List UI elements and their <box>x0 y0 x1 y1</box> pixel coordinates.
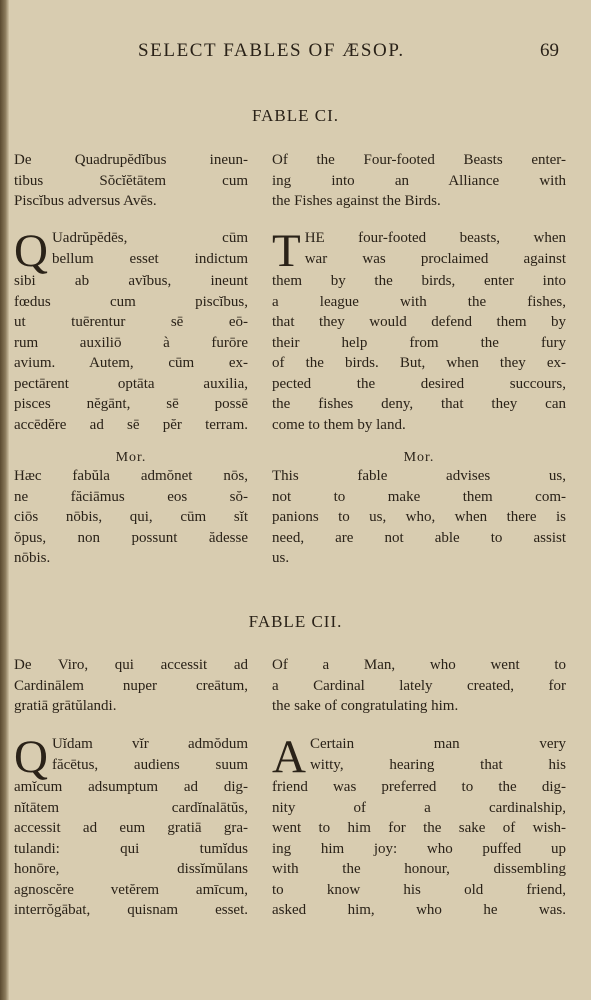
fable-102-heading: FABLE CII. <box>248 612 343 631</box>
text-line: war was proclaimed against <box>304 250 566 267</box>
text-line: ing him joy: who puffed up <box>272 840 566 857</box>
text-line: rum auxiliō à furōre <box>14 334 248 351</box>
fable-101-english-text <box>272 225 566 435</box>
fable-102-english-title <box>272 655 566 717</box>
text-line: come to them by land. <box>272 416 406 433</box>
text-line: sibi ab avĭbus, ineunt <box>14 273 248 289</box>
drop-cap: Q <box>14 731 48 783</box>
moral-heading: Mor. <box>115 450 147 465</box>
text-line: tulandi: qui tumĭdus <box>14 840 248 857</box>
title-line: ing into an Alliance with <box>272 172 566 189</box>
fable-102-latin-title <box>14 655 248 717</box>
text-line: a league with the fishes, <box>272 293 566 310</box>
title-line: tibus Sŏcĭĕtātem cum <box>14 172 248 189</box>
title-line: Of a Man, who went to <box>272 657 566 673</box>
text-line: ne făciāmus eos sŏ- <box>14 488 248 505</box>
text-line: amĭcum adsumptum ad dig- <box>14 779 248 795</box>
text-line: Certain man very <box>309 736 566 752</box>
moral-heading: Mor. <box>403 450 435 465</box>
book-spine-edge <box>0 0 9 1000</box>
text-line: pisces nĕgānt, sē possē <box>14 396 248 412</box>
drop-cap: A <box>272 731 306 783</box>
text-line: ciōs nōbis, qui, cūm sĭt <box>14 509 248 525</box>
title-line: a Cardinal lately created, for <box>272 677 566 694</box>
title-line: gratiā grātŭlandi. <box>14 698 117 714</box>
title-line: Cardinālem nuper creātum, <box>14 677 248 694</box>
title-line: Piscĭbus adversus Avēs. <box>14 193 157 209</box>
title-line: the sake of congratulating him. <box>272 698 459 714</box>
text-line: with the honour, dissembling <box>272 861 566 877</box>
page-number: 69 <box>540 40 559 61</box>
text-line: ŏpus, non possunt ădesse <box>14 529 248 546</box>
title-line: De Quadrupĕdĭbus ineun- <box>14 152 248 168</box>
text-line: asked him, who he was. <box>272 902 566 918</box>
fable-101-latin-title <box>14 150 248 212</box>
text-line: HE four-footed beasts, when <box>304 230 566 246</box>
text-line: us. <box>272 550 290 566</box>
text-line: honōre, dissĭmŭlans <box>14 861 248 877</box>
text-line: Uĭdam vĭr admŏdum <box>51 736 248 752</box>
text-line: them by the birds, enter into <box>272 273 566 289</box>
text-line: agnoscĕre vetĕrem amīcum, <box>14 881 248 898</box>
text-line: fœdus cum piscĭbus, <box>14 293 248 310</box>
title-line: De Viro, qui accessit ad <box>14 657 248 673</box>
running-header: SELECT FABLES OF ÆSOP. <box>138 40 405 61</box>
drop-cap: T <box>272 225 301 277</box>
text-line: nĭtātem cardĭnalātŭs, <box>14 799 248 816</box>
text-line: panions to us, who, when there is <box>272 509 566 525</box>
title-line: the Fishes against the Birds. <box>272 193 441 209</box>
text-line: of the birds. But, when they ex- <box>272 355 566 371</box>
text-line: avium. Autem, cūm ex- <box>14 355 248 371</box>
text-line: need, are not able to assist <box>272 529 566 546</box>
text-line: pectārent optāta auxilia, <box>14 375 248 392</box>
text-line: interrŏgābat, quisnam esset. <box>14 902 248 918</box>
text-line: their help from the fury <box>272 334 566 351</box>
drop-cap: Q <box>14 225 48 277</box>
text-line: pected the desired succours, <box>272 375 566 392</box>
text-line: nōbis. <box>14 550 51 566</box>
text-line: făcētus, audiens suum <box>51 756 248 773</box>
text-line: that they would defend them by <box>272 314 566 330</box>
text-line: Hæc fabŭla admŏnet nōs, <box>14 468 248 484</box>
text-line: This fable advises us, <box>272 468 566 484</box>
text-line: bellum esset indictum <box>51 250 248 267</box>
text-line: friend was preferred to the dig- <box>272 779 566 795</box>
text-line: the fishes deny, that they can <box>272 396 566 412</box>
text-line: accēdĕre ad sē pĕr terram. <box>14 416 248 433</box>
fable-102-latin-text <box>14 731 248 921</box>
title-line: Of the Four-footed Beasts enter- <box>272 152 566 168</box>
text-line: accessit ad eum gratiā gra- <box>14 820 248 836</box>
fable-101-english-title <box>272 150 566 212</box>
text-line: ut tuērentur sē eō- <box>14 314 248 330</box>
text-line: witty, hearing that his <box>309 756 566 773</box>
fable-101-heading: FABLE CI. <box>251 106 340 125</box>
text-line: to know his old friend, <box>272 881 566 898</box>
fable-101-latin-moral <box>14 450 248 569</box>
fable-102-english-text <box>272 731 566 921</box>
text-line: went to him for the sake of wish- <box>272 820 566 836</box>
text-line: Uadrŭpĕdēs, cūm <box>51 230 248 246</box>
fable-101-latin-text <box>14 225 248 435</box>
fable-101-english-moral <box>272 450 566 569</box>
text-line: not to make them com- <box>272 488 566 505</box>
text-line: nity of a cardinalship, <box>272 799 566 816</box>
